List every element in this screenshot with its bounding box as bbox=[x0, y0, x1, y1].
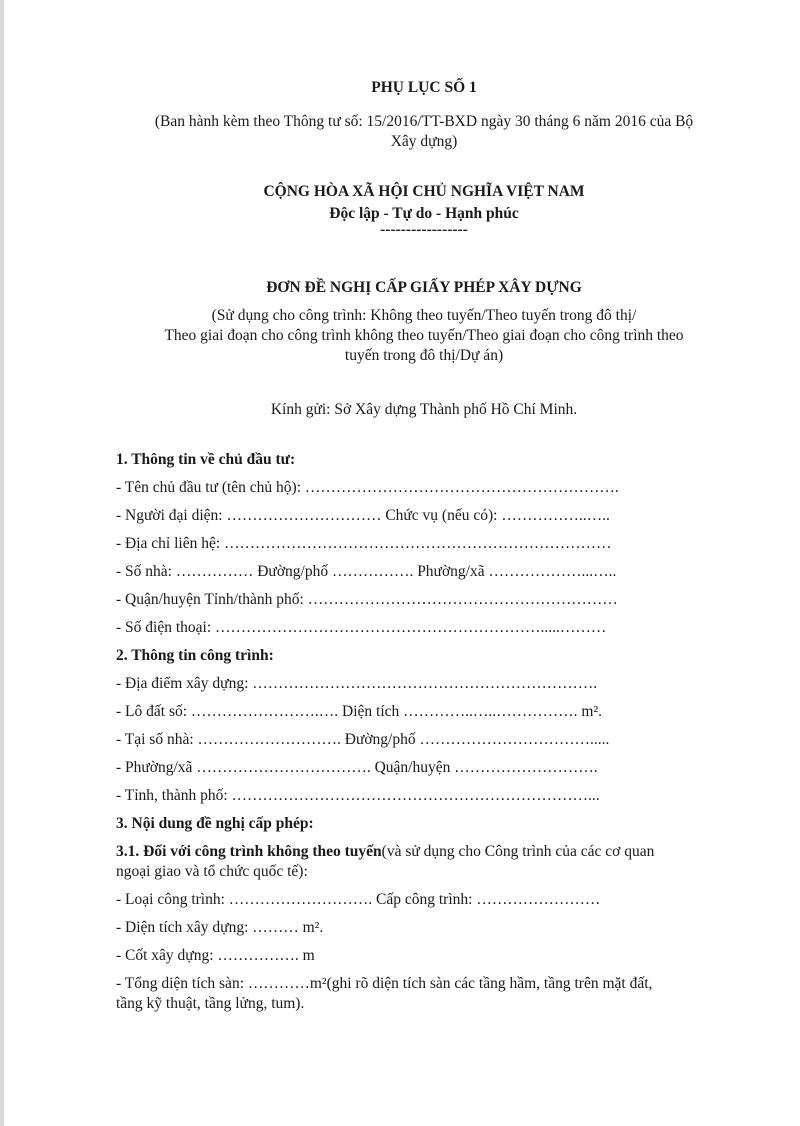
form-title: ĐƠN ĐỀ NGHỊ CẤP GIẤY PHÉP XÂY DỰNG bbox=[266, 279, 582, 296]
build-area-field: - Diện tích xây dựng: ……… m². bbox=[116, 919, 324, 936]
build-level-field: - Cốt xây dựng: ……………. m bbox=[116, 947, 315, 964]
subsection-3-1-title: 3.1. Đối với công trình không theo tuyến bbox=[116, 843, 382, 860]
form-scope bbox=[116, 306, 732, 366]
province-city-field: - Tỉnh, thành phố: ……………………………………………………………... bbox=[116, 787, 600, 804]
location-field: - Địa điểm xây dựng: …………………………………………………………. bbox=[116, 675, 598, 692]
issued-note-line1: (Ban hành kèm theo Thông tư số: 15/2016/TT-BXD ngày 30 tháng 6 năm 2016 của Bộ bbox=[154, 113, 694, 130]
representative-field: - Người đại diện: ………………………… Chức vụ (nếu có): ……………..….. bbox=[116, 507, 610, 524]
total-floor-area-line1: - Tổng diện tích sàn: …………m²(ghi rõ diện tích sàn các tầng hầm, tầng trên mặt đất, bbox=[116, 975, 653, 992]
motto-divider: ----------------- bbox=[380, 221, 468, 238]
form-scope-line2: Theo giai đoạn cho công trình không theo tuyến/Theo giai đoạn cho công trình theo bbox=[164, 327, 684, 344]
total-floor-area-field bbox=[116, 974, 732, 1014]
issued-note-line2: Xây dựng) bbox=[390, 133, 458, 150]
district-city-field: - Quận/huyện Tỉnh/thành phố: …………………………………………………… bbox=[116, 591, 618, 608]
ward-district-field: - Phường/xã ……………………………. Quận/huyện ………………………. bbox=[116, 759, 598, 776]
subsection-3-1-rest: (và sử dụng cho Công trình của các cơ quan bbox=[381, 843, 655, 860]
nation-name: CỘNG HÒA XÃ HỘI CHỦ NGHĨA VIỆT NAM bbox=[263, 183, 585, 200]
contact-address-field: - Địa chỉ liên hệ: ………………………………………………………………… bbox=[116, 535, 612, 552]
subsection-3-1-line2: ngoại giao và tổ chức quốc tế): bbox=[116, 863, 308, 880]
appendix-title: PHỤ LỤC SỐ 1 bbox=[371, 79, 477, 96]
section2-heading: 2. Thông tin công trình: bbox=[116, 647, 274, 664]
national-motto: Độc lập - Tự do - Hạnh phúc bbox=[329, 205, 519, 222]
total-floor-area-line2: tầng kỹ thuật, tầng lửng, tum). bbox=[116, 995, 305, 1012]
lot-number-field: - Lô đất số: …………………….…. Diện tích …………..…..……………. m². bbox=[116, 703, 602, 720]
section3-heading: 3. Nội dung đề nghị cấp phép: bbox=[116, 815, 314, 832]
at-house-number-field: - Tại số nhà: ………………………. Đường/phố ……………………………..... bbox=[116, 731, 610, 748]
page-edge-shadow bbox=[0, 0, 4, 1126]
recipient-line: Kính gửi: Sở Xây dựng Thành phố Hồ Chí Minh. bbox=[270, 401, 578, 418]
form-scope-line3: tuyến trong đô thị/Dự án) bbox=[344, 347, 504, 364]
section1-heading: 1. Thông tin về chủ đầu tư: bbox=[116, 451, 296, 468]
subsection-3-1 bbox=[116, 842, 732, 882]
issued-note bbox=[116, 112, 732, 152]
document-page bbox=[116, 70, 732, 1014]
work-type-field: - Loại công trình: ………………………. Cấp công trình: …………………… bbox=[116, 891, 601, 908]
owner-name-field: - Tên chủ đầu tư (tên chủ hộ): ……………………………………………………. bbox=[116, 479, 619, 496]
house-number-field: - Số nhà: …………… Đường/phố ……………. Phường/xã ………………...….. bbox=[116, 563, 617, 580]
form-scope-line1: (Sử dụng cho công trình: Không theo tuyến/Theo tuyến trong đô thị/ bbox=[211, 307, 637, 324]
phone-field: - Số điện thoại: ……………………………………………………….....……… bbox=[116, 619, 607, 636]
